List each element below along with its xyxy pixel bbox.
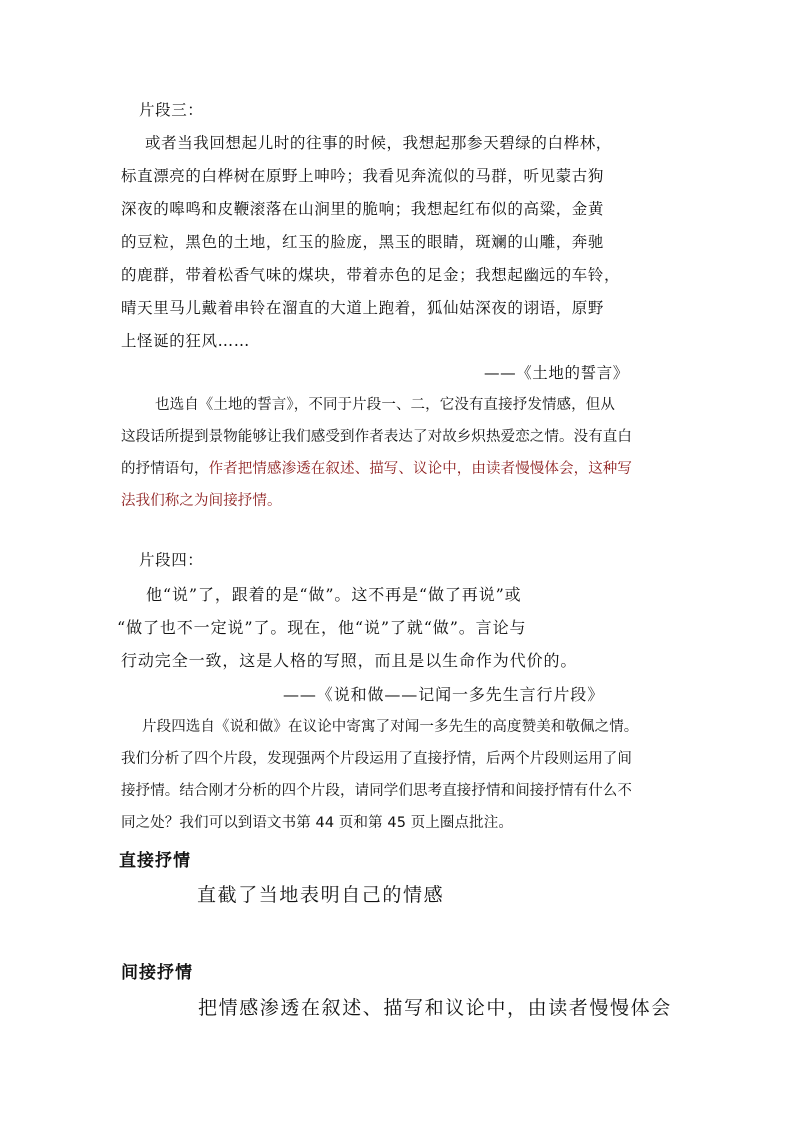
direct-lyric-heading: 直接抒情 <box>119 851 191 871</box>
passage-line: 他“说”了，跟着的是“做”。这不再是“做了再说”或 <box>146 585 522 604</box>
passage-line: 的鹿群，带着松香气味的煤块，带着赤色的足金；我想起幽远的车铃， <box>121 266 621 284</box>
indirect-lyric-definition: 把情感渗透在叙述、描写和议论中，由读者慢慢体会 <box>198 997 672 1019</box>
analysis-line: 这段话所提到景物能够让我们感受到作者表达了对故乡炽热爱恋之情。没有直白 <box>121 429 632 445</box>
analysis-text: 的抒情语句， <box>121 461 209 477</box>
analysis-line: 接抒情。结合刚才分析的四个片段，请同学们思考直接抒情和间接抒情有什么不 <box>121 783 632 799</box>
direct-lyric-definition: 直截了当地表明自己的情感 <box>197 884 445 906</box>
analysis-line: 也选自《土地的誓言》，不同于片段一、二，它没有直接抒发情感，但从 <box>155 397 615 413</box>
highlighted-text: 作者把情感渗透在叙述、描写、议论中，由读者慢慢体会，这种写 <box>208 461 633 477</box>
passage-line: 标直漂亮的白桦树在原野上呻吟；我看见奔流似的马群，听见蒙古狗 <box>121 167 605 185</box>
passage-line: 上怪诞的狂风…… <box>121 332 250 350</box>
passage-line: 深夜的嗥鸣和皮鞭滚落在山涧里的脆响；我想起红布似的高粱，金黄 <box>121 200 605 218</box>
analysis-line: 片段四选自《说和做》在议论中寄寓了对闻一多先生的高度赞美和敬佩之情。 <box>142 719 639 735</box>
passage-line: 或者当我回想起儿时的往事的时候，我想起那参天碧绿的白桦林， <box>145 134 612 152</box>
passage-line: 的豆粒，黑色的土地，红玉的脸庞，黑玉的眼睛，斑斓的山雕，奔驰 <box>121 233 605 251</box>
passage-line: 行动完全一致，这是人格的写照，而且是以生命作为代价的。 <box>121 651 578 670</box>
segment-4-label: 片段四： <box>139 551 204 569</box>
segment-3-label: 片段三： <box>139 101 204 119</box>
analysis-line <box>121 457 632 478</box>
passage-line: 晴天里马儿戴着串铃在溜直的大道上跑着，狐仙姑深夜的诩语，原野 <box>121 299 605 317</box>
indirect-lyric-heading: 间接抒情 <box>121 963 193 983</box>
analysis-line: 我们分析了四个片段，发现强两个片段运用了直接抒情，后两个片段则运用了间 <box>121 751 632 767</box>
segment-3-source: ——《土地的誓言》 <box>484 364 629 382</box>
analysis-line: 同之处？我们可以到语文书第 44 页和第 45 页上圈点批注。 <box>121 815 513 831</box>
segment-4-source: ——《说和做——记闻一多先生言行片段》 <box>283 685 605 704</box>
passage-line: “做了也不一定说”了。现在，他“说”了就“做”。言论与 <box>117 618 527 637</box>
highlighted-text: 法我们称之为间接抒情。 <box>121 493 282 509</box>
